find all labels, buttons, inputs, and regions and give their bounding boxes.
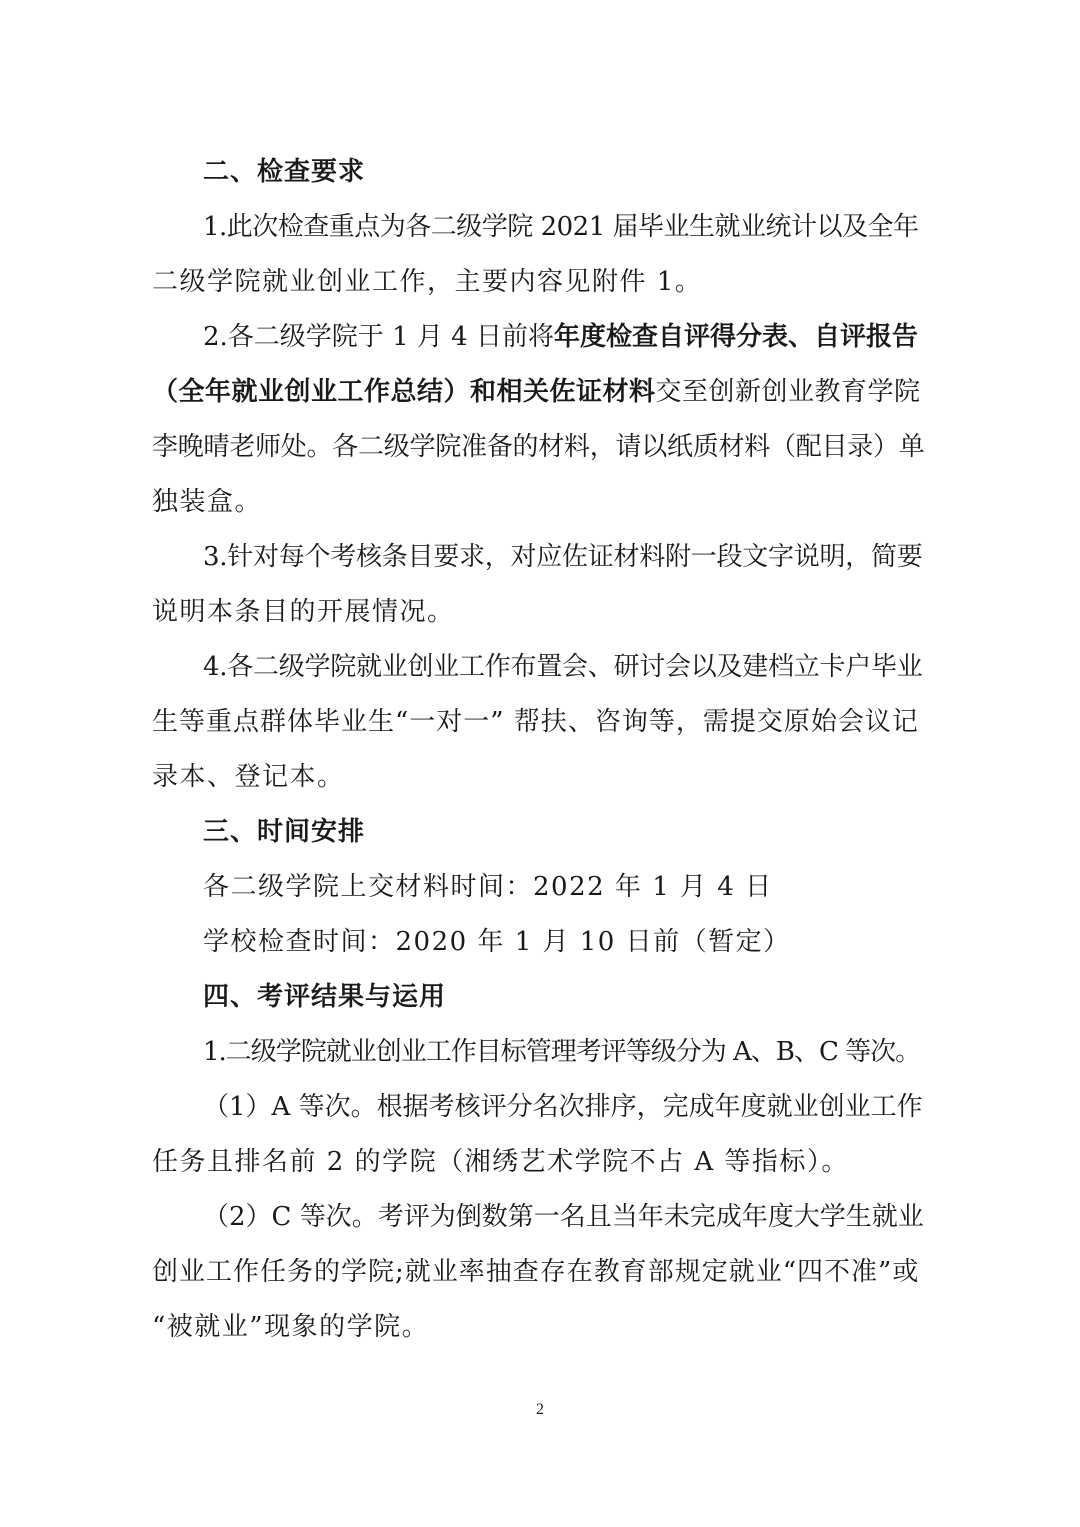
- section-heading-inspection-requirements: 二、检查要求: [203, 157, 366, 187]
- item2-line2-suffix: 交至创新创业教育学院: [655, 377, 921, 407]
- grade-c-line2: 创业工作任务的学院;就业率抽查存在教育部规定就业“四不准”或: [152, 1257, 920, 1287]
- check-time: 学校检查时间：2020 年 1 月 10 日前（暂定）: [203, 927, 791, 957]
- item2-line2-bold: （全年就业创业工作总结）和相关佐证材料: [152, 377, 656, 407]
- item4-line2: 生等重点群体毕业生“一对一” 帮扶、咨询等，需提交原始会议记: [152, 707, 919, 737]
- item1-line1: 1.此次检查重点为各二级学院 2021 届毕业生就业统计以及全年: [203, 212, 919, 242]
- section-heading-schedule: 三、时间安排: [203, 817, 366, 847]
- page-number: 2: [536, 1401, 544, 1418]
- item2-line3: 李晚晴老师处。各二级学院准备的材料，请以纸质材料（配目录）单: [152, 432, 925, 462]
- item1-line2: 二级学院就业创业工作，主要内容见附件 1。: [152, 267, 703, 297]
- item2-line1: [203, 320, 924, 354]
- item2-line1-bold: 年度检查自评得分表、自评报告: [553, 322, 918, 352]
- grade-c-line3: “被就业”现象的学院。: [152, 1312, 430, 1342]
- evaluation-item1: 1.二级学院就业创业工作目标管理考评等级分为 A、B、C 等次。: [203, 1037, 921, 1067]
- item3-line2: 说明本条目的开展情况。: [152, 597, 455, 627]
- item2-line2: [152, 375, 924, 409]
- item2-line1-prefix: 2.各二级学院于 1 月 4 日前将: [203, 322, 554, 352]
- submit-time: 各二级学院上交材料时间：2022 年 1 月 4 日: [203, 872, 773, 902]
- item4-line3: 录本、登记本。: [152, 762, 345, 792]
- grade-a-line1: （1）A 等次。根据考核评分名次排序，完成年度就业创业工作: [203, 1092, 923, 1122]
- item4-line1: 4.各二级学院就业创业工作布置会、研讨会以及建档立卡户毕业: [203, 652, 923, 682]
- grade-c-line1: （2）C 等次。考评为倒数第一名且当年未完成年度大学生就业: [203, 1202, 924, 1232]
- item2-line4: 独装盒。: [152, 487, 263, 517]
- grade-a-line2: 任务且排名前 2 的学院（湘绣艺术学院不占 A 等指标）。: [152, 1147, 849, 1177]
- item3-line1: 3.针对每个考核条目要求，对应佐证材料附一段文字说明，简要: [203, 542, 923, 572]
- section-heading-evaluation-results: 四、考评结果与运用: [203, 982, 447, 1012]
